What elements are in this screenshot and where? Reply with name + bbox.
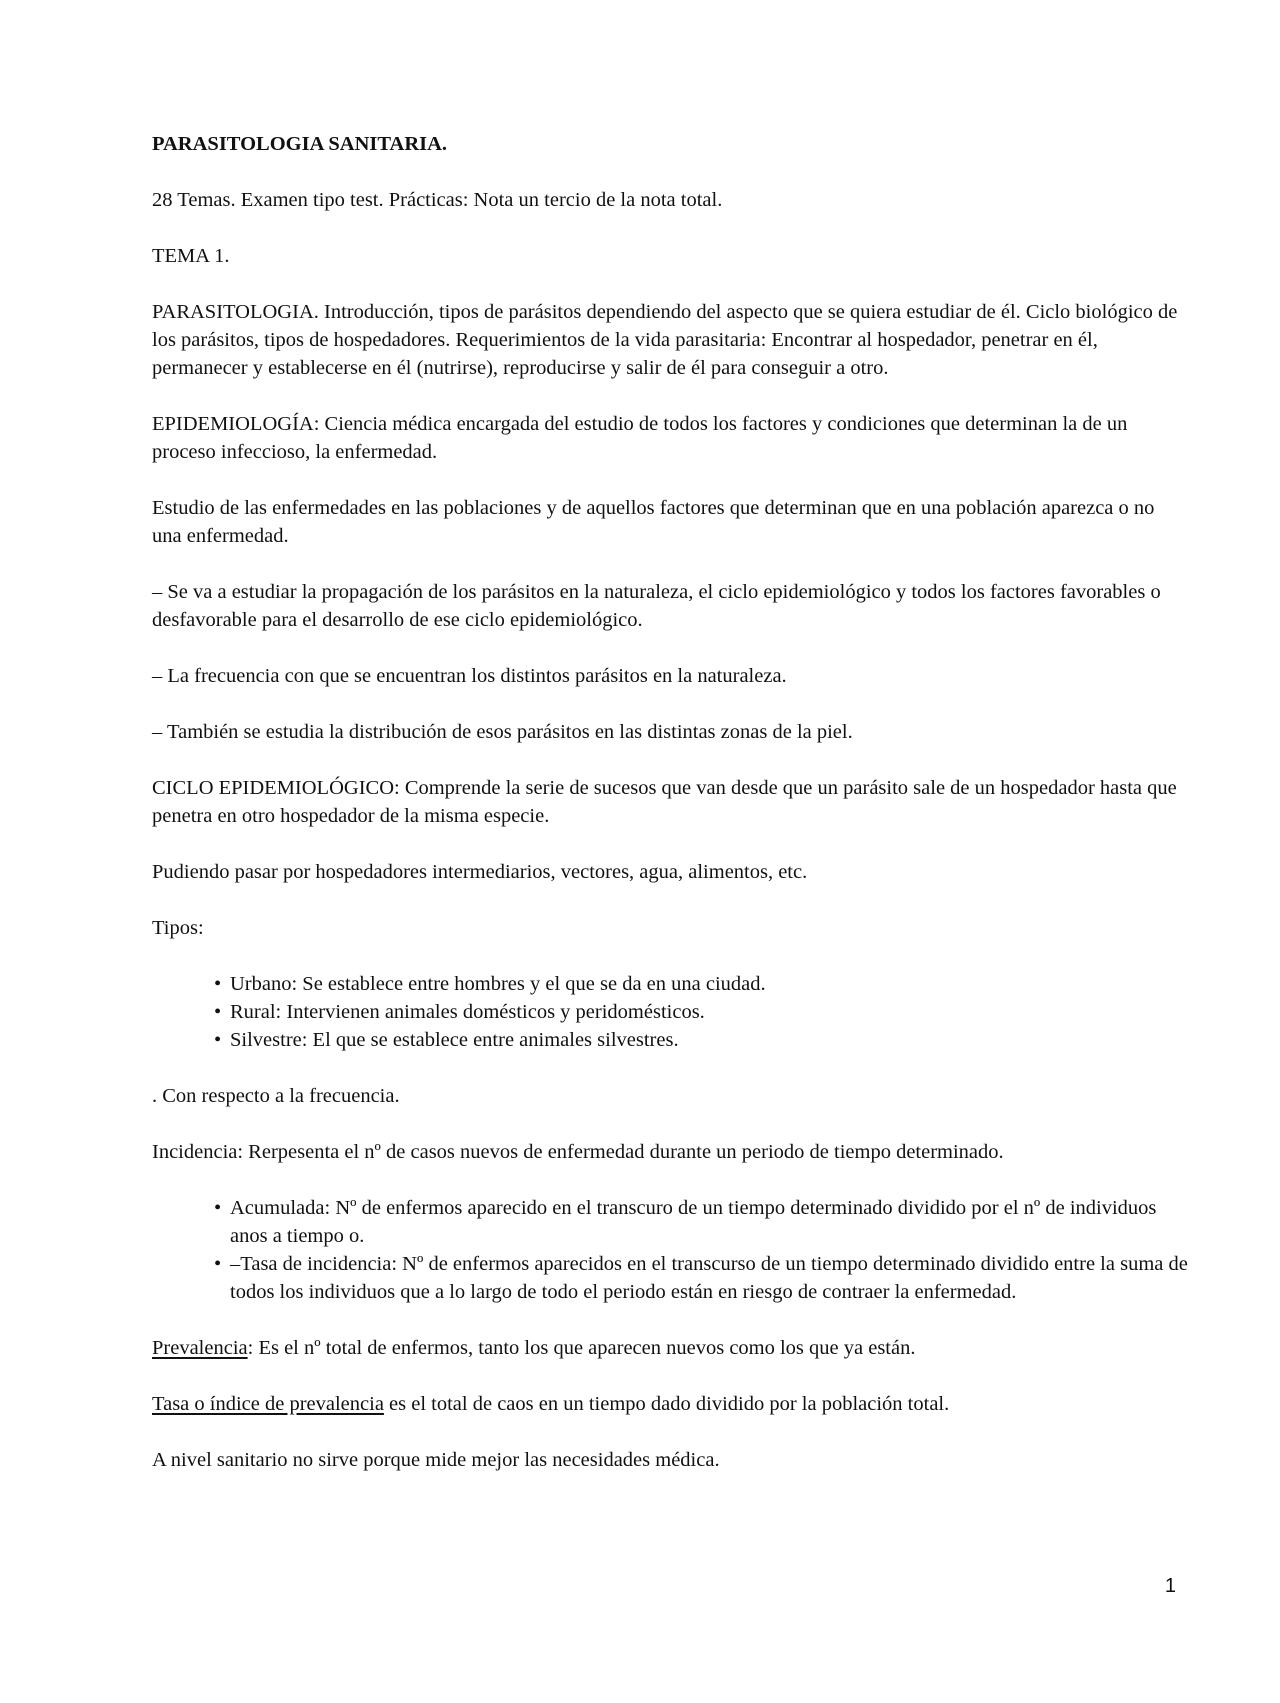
- incidencia-list: [152, 1194, 1188, 1306]
- nivel-paragraph: A nivel sanitario no sirve porque mide mejor las necesidades médica.: [152, 1449, 720, 1471]
- tipos-list: [152, 970, 1188, 1054]
- tasa-definition: es el total de caos en un tiempo dado dividido por la población total.: [383, 1393, 950, 1415]
- prevalencia-definition: : Es el nº total de enfermos, tanto los que aparecen nuevos como los que ya están.: [247, 1337, 916, 1359]
- dash-paragraph-distribucion: – También se estudia la distribución de esos parásitos en las distintas zonas de la piel.: [152, 721, 853, 743]
- list-item-text: Silvestre: El que se establece entre animales silvestres.: [230, 1029, 679, 1051]
- bullet-icon: •: [214, 1197, 222, 1219]
- bullet-icon: •: [214, 1001, 222, 1023]
- pudiendo-paragraph: Pudiendo pasar por hospedadores intermediarios, vectores, agua, alimentos, etc.: [152, 861, 808, 883]
- list-item: [214, 1194, 1188, 1250]
- intro-paragraph: 28 Temas. Examen tipo test. Prácticas: Nota un tercio de la nota total.: [152, 189, 723, 211]
- list-item: [214, 998, 1188, 1026]
- prevalencia-term: Prevalencia: [152, 1337, 248, 1359]
- tasa-paragraph: [152, 1390, 1188, 1418]
- frecuencia-paragraph: . Con respecto a la frecuencia.: [152, 1085, 400, 1107]
- document-title: PARASITOLOGIA SANITARIA.: [152, 133, 448, 155]
- list-item-text: –Tasa de incidencia: Nº de enfermos aparecidos en el transcurso de un tiempo determinado dividido entre la suma de todos los individuos que a lo largo de todo el periodo están en riesgo de contraer la enfermedad.: [230, 1253, 1188, 1303]
- page-number: 1: [1164, 1575, 1176, 1597]
- list-item: [214, 1026, 1188, 1054]
- bullet-icon: •: [214, 973, 222, 995]
- dash-paragraph-frecuencia: – La frecuencia con que se encuentran los distintos parásitos en la naturaleza.: [152, 665, 787, 687]
- dash-paragraph-propagacion: – Se va a estudiar la propagación de los parásitos en la naturaleza, el ciclo epidemiológico y todos los factores favorables o desfavorable para el desarrollo de ese ciclo epidemiológico.: [152, 581, 1161, 631]
- incidencia-paragraph: Incidencia: Rerpesenta el nº de casos nuevos de enfermedad durante un periodo de tiempo determinado.: [152, 1141, 1004, 1163]
- list-item: [214, 1250, 1188, 1306]
- bullet-icon: •: [214, 1029, 222, 1051]
- list-item: [214, 970, 1188, 998]
- estudio-paragraph: Estudio de las enfermedades en las poblaciones y de aquellos factores que determinan que en una población aparezca o no una enfermedad.: [152, 497, 1155, 547]
- list-item-text: Acumulada: Nº de enfermos aparecido en el transcuro de un tiempo determinado dividido por el nº de individuos anos a tiempo o.: [230, 1197, 1157, 1247]
- ciclo-paragraph: CICLO EPIDEMIOLÓGICO: Comprende la serie de sucesos que van desde que un parásito sale de un hospedador hasta que penetra en otro hospedador de la misma especie.: [152, 777, 1177, 827]
- parasitologia-paragraph: PARASITOLOGIA. Introducción, tipos de parásitos dependiendo del aspecto que se quiera estudiar de él. Ciclo biológico de los parásitos, tipos de hospedadores. Requerimientos de la vida parasitaria: Encontrar al hospedador, penetrar en él, permanecer y establecerse en él (nutrirse), reproducirse y salir de él para conseguir a otro.: [152, 301, 1178, 379]
- tipos-label: Tipos:: [152, 917, 204, 939]
- bullet-icon: •: [214, 1253, 222, 1275]
- list-item-text: Rural: Intervienen animales domésticos y peridomésticos.: [230, 1001, 705, 1023]
- tasa-term: Tasa o índice de prevalencia: [152, 1393, 384, 1415]
- epidemiologia-paragraph: EPIDEMIOLOGÍA: Ciencia médica encargada del estudio de todos los factores y condiciones que determinan la de un proceso infeccioso, la enfermedad.: [152, 413, 1128, 463]
- document-body: [152, 130, 1188, 1502]
- tema-heading: TEMA 1.: [152, 245, 230, 267]
- list-item-text: Urbano: Se establece entre hombres y el que se da en una ciudad.: [230, 973, 766, 995]
- prevalencia-paragraph: [152, 1334, 1188, 1362]
